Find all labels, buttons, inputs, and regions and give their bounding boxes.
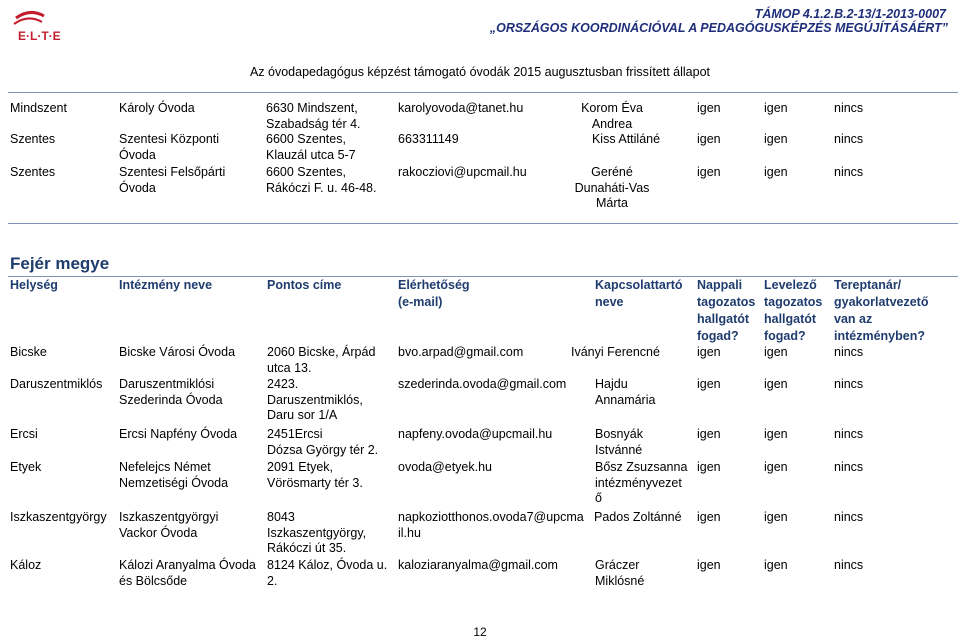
row-cell-kapcsolat: Pados Zoltánné bbox=[594, 510, 682, 524]
top-cell-levelezo: igen bbox=[764, 165, 788, 179]
row-cell-email: il.hu bbox=[398, 525, 421, 540]
top-cell-email: 663311149 bbox=[398, 132, 459, 146]
column-header-levelezo: fogad? bbox=[764, 329, 806, 343]
row-cell-terep: nincs bbox=[834, 460, 864, 474]
row-cell-helyseg: Bicske bbox=[10, 345, 47, 359]
column-header-nappali: tagozatos bbox=[697, 295, 756, 309]
row-cell-kapcsolat: Bosnyák bbox=[595, 427, 643, 441]
row-cell-helyseg: Iszkaszentgyörgy bbox=[10, 510, 107, 524]
row-cell-email: ovoda@etyek.hu bbox=[398, 460, 493, 474]
column-header-terep: intézményben? bbox=[834, 329, 925, 343]
row-cell-terep: nincs bbox=[834, 345, 864, 359]
row-cell-cim: 8043 bbox=[267, 510, 295, 524]
row-cell-cim: 8124 Káloz, Óvoda u. bbox=[267, 558, 388, 572]
row-cell-helyseg: Káloz bbox=[10, 558, 42, 572]
row-cell-helyseg: Etyek bbox=[10, 460, 42, 474]
row-cell-levelezo: igen bbox=[764, 427, 788, 441]
row-cell-nappali: igen bbox=[697, 460, 721, 474]
column-header-terep: gyakorlatvezető bbox=[834, 295, 929, 309]
top-cell-kapcsolat: Korom Éva bbox=[581, 101, 643, 115]
row-cell-cim: Dózsa György tér 2. bbox=[267, 442, 379, 457]
row-cell-intezmeny: Iszkaszentgyörgyi bbox=[119, 510, 219, 524]
top-cell-nappali: igen bbox=[697, 165, 721, 179]
top-cell-cim: Rákóczi F. u. 46-48. bbox=[266, 180, 377, 195]
row-cell-kapcsolat: Iványi Ferencné bbox=[571, 345, 660, 359]
divider-top bbox=[8, 92, 958, 93]
top-cell-kapcsolat: Márta bbox=[596, 196, 628, 210]
row-cell-intezmeny: Szederinda Óvoda bbox=[119, 392, 223, 407]
row-cell-helyseg: Ercsi bbox=[10, 427, 38, 441]
elte-logo bbox=[10, 6, 102, 48]
row-cell-cim: Daru sor 1/A bbox=[267, 408, 338, 422]
row-cell-kapcsolat: ő bbox=[595, 491, 602, 505]
column-header-terep: van az bbox=[834, 312, 873, 326]
row-cell-kapcsolat: Miklósné bbox=[595, 573, 645, 588]
section-title: Fejér megye bbox=[10, 254, 110, 273]
row-cell-terep: nincs bbox=[834, 510, 864, 524]
column-header-nappali: hallgatót bbox=[697, 312, 750, 326]
row-cell-intezmeny: Daruszentmiklósi bbox=[119, 377, 215, 391]
row-cell-levelezo: igen bbox=[764, 345, 788, 359]
row-cell-cim: Iszkaszentgyörgy, bbox=[267, 525, 367, 540]
top-cell-cim: Szabadság tér 4. bbox=[266, 116, 361, 131]
column-header-levelezo: Levelező bbox=[764, 278, 817, 292]
row-cell-cim: 2091 Etyek, bbox=[267, 460, 334, 474]
top-cell-email: karolyovoda@tanet.hu bbox=[398, 101, 524, 115]
column-header-email: Elérhetőség bbox=[398, 278, 470, 292]
top-cell-levelezo: igen bbox=[764, 132, 788, 146]
row-cell-email: bvo.arpad@gmail.com bbox=[398, 345, 524, 359]
row-cell-nappali: igen bbox=[697, 558, 721, 572]
column-header-nappali: Nappali bbox=[697, 278, 743, 292]
column-header-terep: Tereptanár/ bbox=[834, 278, 902, 292]
row-cell-nappali: igen bbox=[697, 377, 721, 391]
row-cell-nappali: igen bbox=[697, 427, 721, 441]
row-cell-nappali: igen bbox=[697, 345, 721, 359]
row-cell-intezmeny: Vackor Óvoda bbox=[119, 525, 198, 540]
project-name: „ORSZÁGOS KOORDINÁCIÓVAL A PEDAGÓGUSKÉPZÉS MEGÚJÍTÁSÁÉRT” bbox=[489, 21, 948, 35]
row-cell-intezmeny: és Bölcsőde bbox=[119, 573, 188, 588]
column-header-helyseg: Helység bbox=[10, 278, 58, 292]
top-cell-nappali: igen bbox=[697, 132, 721, 146]
top-cell-terep: nincs bbox=[834, 132, 864, 146]
row-cell-cim: 2060 Bicske, Árpád bbox=[267, 345, 376, 359]
row-cell-levelezo: igen bbox=[764, 558, 788, 572]
top-cell-intezmeny: Szentesi Központi bbox=[119, 132, 220, 146]
top-cell-intezmeny: Óvoda bbox=[119, 147, 156, 162]
row-cell-intezmeny: Nefelejcs Német bbox=[119, 460, 211, 474]
top-cell-kapcsolat: Kiss Attiláné bbox=[591, 132, 661, 146]
project-code: TÁMOP 4.1.2.B.2-13/1-2013-0007 bbox=[754, 7, 946, 21]
logo-text: E·L·T·E bbox=[18, 29, 61, 43]
column-header-intezmeny: Intézmény neve bbox=[119, 278, 213, 292]
row-cell-helyseg: Daruszentmiklós bbox=[10, 377, 103, 391]
row-cell-intezmeny: Ercsi Napfény Óvoda bbox=[119, 427, 238, 441]
column-header-levelezo: tagozatos bbox=[764, 295, 823, 309]
document-subtitle: Az óvodapedagógus képzést támogató óvodák 2015 augusztusban frissített állapot bbox=[249, 65, 711, 79]
divider-top-bottom bbox=[8, 223, 958, 224]
top-cell-kapcsolat: Geréné bbox=[591, 165, 633, 179]
row-cell-email: kaloziaranyalma@gmail.com bbox=[398, 558, 558, 572]
row-cell-cim: utca 13. bbox=[267, 360, 312, 375]
row-cell-cim: 2. bbox=[267, 573, 278, 588]
top-cell-nappali: igen bbox=[697, 101, 721, 115]
column-header-email: (e-mail) bbox=[398, 295, 443, 309]
top-cell-helyseg: Mindszent bbox=[10, 101, 67, 115]
row-cell-kapcsolat: Hajdu bbox=[595, 377, 628, 391]
top-cell-intezmeny: Óvoda bbox=[119, 180, 156, 195]
column-header-cim: Pontos címe bbox=[267, 278, 342, 292]
row-cell-intezmeny: Kálozi Aranyalma Óvoda bbox=[119, 558, 256, 572]
top-cell-cim: 6600 Szentes, bbox=[266, 132, 346, 146]
top-cell-intezmeny: Károly Óvoda bbox=[119, 101, 195, 115]
top-cell-helyseg: Szentes bbox=[10, 132, 56, 146]
row-cell-intezmeny: Nemzetiségi Óvoda bbox=[119, 475, 229, 490]
top-cell-cim: 6630 Mindszent, bbox=[266, 101, 358, 115]
column-header-levelezo: hallgatót bbox=[764, 312, 817, 326]
row-cell-levelezo: igen bbox=[764, 510, 788, 524]
page-number: 12 bbox=[473, 625, 487, 639]
top-cell-intezmeny: Szentesi Felsőpárti bbox=[119, 165, 226, 179]
top-cell-helyseg: Szentes bbox=[10, 165, 56, 179]
top-cell-kapcsolat: Andrea bbox=[591, 116, 633, 131]
row-cell-kapcsolat: Gráczer bbox=[595, 558, 640, 572]
row-cell-terep: nincs bbox=[834, 427, 864, 441]
top-cell-levelezo: igen bbox=[764, 101, 788, 115]
row-cell-email: napfeny.ovoda@upcmail.hu bbox=[398, 427, 553, 441]
top-cell-cim: 6600 Szentes, bbox=[266, 165, 346, 179]
row-cell-terep: nincs bbox=[834, 558, 864, 572]
top-cell-cim: Klauzál utca 5-7 bbox=[266, 147, 356, 162]
row-cell-terep: nincs bbox=[834, 377, 864, 391]
top-cell-terep: nincs bbox=[834, 101, 864, 115]
row-cell-kapcsolat: Istvánné bbox=[595, 442, 643, 457]
column-header-nappali: fogad? bbox=[697, 329, 739, 343]
top-cell-terep: nincs bbox=[834, 165, 864, 179]
row-cell-email: szederinda.ovoda@gmail.com bbox=[398, 377, 567, 391]
row-cell-cim: Vörösmarty tér 3. bbox=[267, 475, 363, 490]
top-cell-kapcsolat: Dunaháti-Vas bbox=[574, 180, 650, 195]
row-cell-email: napkoziotthonos.ovoda7@upcma bbox=[398, 510, 584, 524]
row-cell-kapcsolat: intézményvezet bbox=[595, 475, 682, 490]
row-cell-levelezo: igen bbox=[764, 460, 788, 474]
row-cell-cim: 2451Ercsi bbox=[267, 427, 323, 441]
row-cell-cim: Daruszentmiklós, bbox=[267, 392, 363, 407]
top-cell-email: rakocziovi@upcmail.hu bbox=[398, 165, 527, 179]
row-cell-cim: 2423. bbox=[267, 377, 299, 391]
row-cell-levelezo: igen bbox=[764, 377, 788, 391]
row-cell-kapcsolat: Bősz Zsuzsanna bbox=[595, 460, 688, 474]
row-cell-kapcsolat: Annamária bbox=[595, 392, 656, 407]
column-header-kapcsolat: Kapcsolattartó bbox=[595, 278, 683, 292]
row-cell-nappali: igen bbox=[697, 510, 721, 524]
row-cell-intezmeny: Bicske Városi Óvoda bbox=[119, 345, 236, 359]
row-cell-cim: Rákóczi út 35. bbox=[267, 541, 347, 555]
column-header-kapcsolat: neve bbox=[595, 295, 624, 309]
